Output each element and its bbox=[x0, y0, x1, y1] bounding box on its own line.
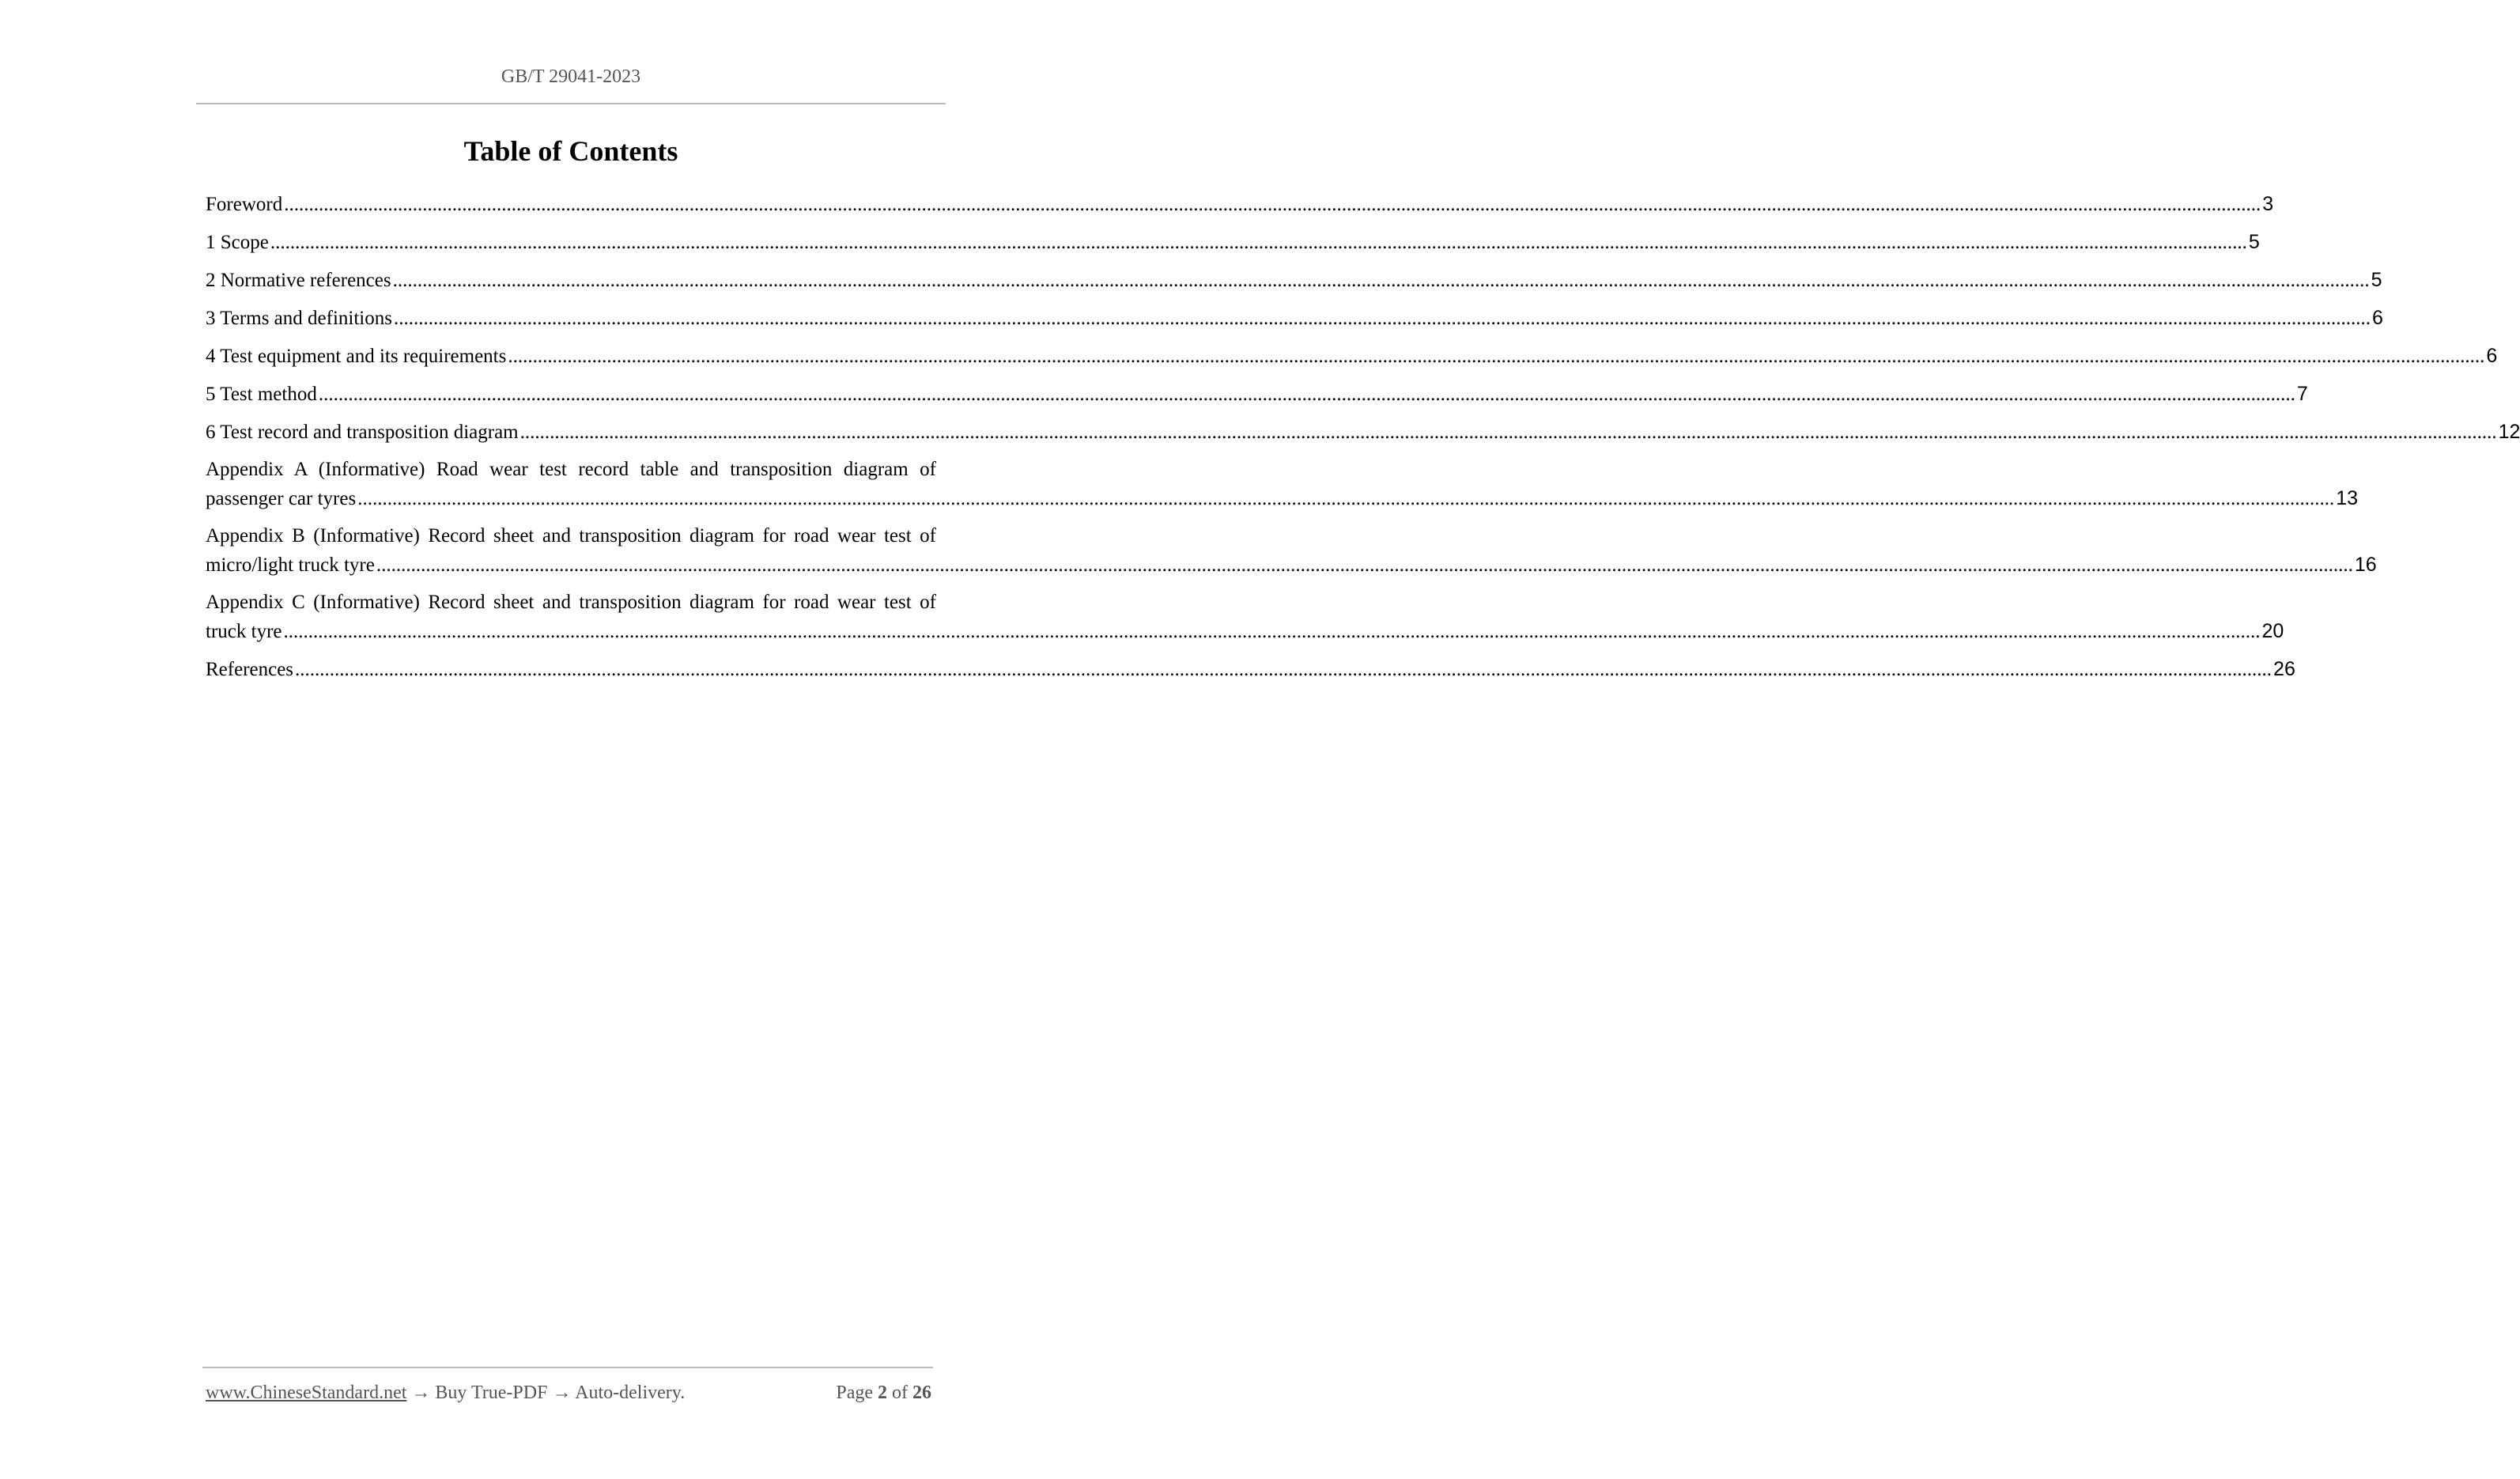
toc-entry[interactable] bbox=[206, 342, 2498, 370]
toc-entry[interactable] bbox=[206, 588, 2284, 645]
toc-dot-leader: ................................................................................................................................................................................................................................................................................................................................................................................................................ bbox=[508, 346, 2485, 367]
toc-entry[interactable] bbox=[206, 380, 2308, 408]
toc-entry-title: 3 Terms and definitions bbox=[206, 308, 392, 329]
toc-dot-leader: ................................................................................................................................................................................................................................................................................................................................................................................................................ bbox=[519, 422, 2497, 443]
page-label: Page bbox=[836, 1383, 873, 1403]
toc-entry-title: Foreword bbox=[206, 194, 283, 215]
toc-entry-line bbox=[206, 655, 2295, 683]
page-header: GB/T 29041-2023 bbox=[501, 66, 641, 87]
toc-dot-leader: ................................................................................................................................................................................................................................................................................................................................................................................................................ bbox=[270, 232, 2247, 253]
toc-dot-leader: ................................................................................................................................................................................................................................................................................................................................................................................................................ bbox=[393, 308, 2371, 329]
toc-dot-leader: ................................................................................................................................................................................................................................................................................................................................................................................................................ bbox=[283, 621, 2261, 642]
toc-entry-title-line: Appendix B (Informative) Record sheet and transposition diagram for road wear test of bbox=[206, 525, 936, 547]
toc-entry-title: References bbox=[206, 659, 294, 680]
footer-left bbox=[206, 1383, 685, 1404]
toc-page-number: 26 bbox=[2273, 658, 2295, 680]
toc-dot-leader: ................................................................................................................................................................................................................................................................................................................................................................................................................ bbox=[295, 659, 2273, 680]
footer-divider bbox=[202, 1367, 933, 1368]
toc-entry-title: 2 Normative references bbox=[206, 270, 391, 291]
page-number bbox=[836, 1383, 931, 1404]
toc-page-number: 6 bbox=[2371, 307, 2383, 329]
toc-dot-leader: ................................................................................................................................................................................................................................................................................................................................................................................................................ bbox=[357, 488, 2335, 509]
toc-entry-title: passenger car tyres bbox=[206, 488, 357, 509]
toc-entry-line bbox=[206, 342, 2498, 370]
toc-page-number: 12 bbox=[2498, 421, 2520, 443]
toc-page-number: 16 bbox=[2354, 554, 2377, 576]
arrow-right-icon: → bbox=[411, 1383, 431, 1403]
toc-entry-title: 6 Test record and transposition diagram bbox=[206, 422, 519, 443]
toc-entry-line bbox=[206, 550, 2377, 579]
buy-true-pdf-text: Buy True-PDF bbox=[435, 1383, 548, 1403]
site-link[interactable]: www.ChineseStandard.net bbox=[206, 1383, 407, 1403]
toc-entry-line bbox=[206, 304, 2383, 332]
toc-entry-line bbox=[206, 418, 2520, 446]
toc-entry[interactable] bbox=[206, 190, 2274, 218]
toc-entry[interactable] bbox=[206, 266, 2382, 294]
auto-delivery-text: Auto-delivery. bbox=[575, 1383, 686, 1403]
toc-entry[interactable] bbox=[206, 655, 2295, 683]
toc-page-number: 5 bbox=[2371, 269, 2382, 291]
page-of-label: of bbox=[892, 1383, 908, 1403]
page-title: Table of Contents bbox=[463, 135, 678, 167]
toc-entry[interactable] bbox=[206, 304, 2383, 332]
toc-entry-title: 5 Test method bbox=[206, 384, 317, 405]
toc-entry-line bbox=[206, 617, 2284, 645]
toc-entry-line bbox=[206, 228, 2260, 256]
toc-page-number: 6 bbox=[2486, 345, 2498, 367]
total-pages: 26 bbox=[912, 1383, 931, 1403]
table-of-contents bbox=[206, 190, 2520, 693]
toc-dot-leader: ................................................................................................................................................................................................................................................................................................................................................................................................................ bbox=[318, 384, 2295, 405]
toc-dot-leader: ................................................................................................................................................................................................................................................................................................................................................................................................................ bbox=[284, 194, 2261, 215]
toc-page-number: 7 bbox=[2296, 383, 2308, 405]
toc-entry[interactable] bbox=[206, 522, 2377, 579]
toc-entry[interactable] bbox=[206, 228, 2260, 256]
toc-entry-title-line: Appendix A (Informative) Road wear test record table and transposition diagram of bbox=[206, 459, 936, 480]
toc-entry-title: 1 Scope bbox=[206, 232, 269, 253]
toc-entry[interactable] bbox=[206, 456, 2358, 513]
arrow-right-icon: → bbox=[552, 1383, 572, 1403]
toc-page-number: 5 bbox=[2248, 231, 2260, 253]
current-page: 2 bbox=[878, 1383, 887, 1403]
toc-entry[interactable] bbox=[206, 418, 2520, 446]
toc-entry-line bbox=[206, 484, 2358, 513]
toc-entry-line bbox=[206, 380, 2308, 408]
toc-page-number: 20 bbox=[2261, 620, 2284, 642]
toc-entry-line bbox=[206, 190, 2274, 218]
toc-entry-title: micro/light truck tyre bbox=[206, 554, 375, 576]
header-divider bbox=[196, 103, 946, 104]
toc-page-number: 3 bbox=[2262, 193, 2274, 215]
toc-page-number: 13 bbox=[2336, 487, 2358, 509]
page-footer bbox=[206, 1383, 931, 1404]
toc-dot-leader: ................................................................................................................................................................................................................................................................................................................................................................................................................ bbox=[376, 554, 2353, 576]
toc-entry-title-line: Appendix C (Informative) Record sheet and transposition diagram for road wear test of bbox=[206, 592, 936, 613]
toc-entry-title: 4 Test equipment and its requirements bbox=[206, 346, 507, 367]
toc-entry-line bbox=[206, 266, 2382, 294]
toc-dot-leader: ................................................................................................................................................................................................................................................................................................................................................................................................................ bbox=[392, 270, 2370, 291]
toc-entry-title: truck tyre bbox=[206, 621, 282, 642]
